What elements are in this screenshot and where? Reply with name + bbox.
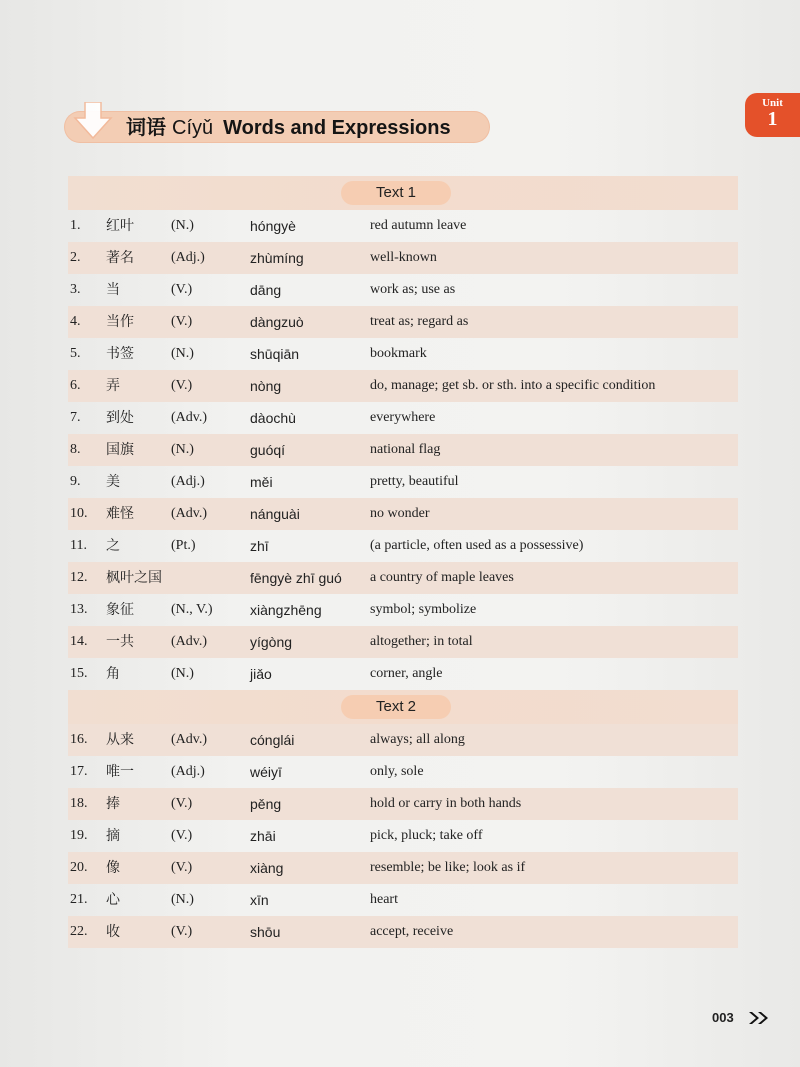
entry-pinyin: jiǎo bbox=[250, 666, 272, 682]
vocabulary-list bbox=[68, 176, 738, 948]
entry-part-of-speech: (V.) bbox=[171, 378, 193, 393]
vocab-row bbox=[68, 658, 738, 690]
entry-pinyin: cónglái bbox=[250, 732, 295, 748]
entry-chinese: 一共 bbox=[106, 634, 134, 650]
entry-english: heart bbox=[370, 892, 398, 907]
entry-number: 12. bbox=[70, 570, 88, 585]
entry-chinese: 红叶 bbox=[106, 218, 134, 234]
vocab-row bbox=[68, 402, 738, 434]
entry-pinyin: fēngyè zhī guó bbox=[250, 570, 342, 586]
entry-number: 5. bbox=[70, 346, 81, 361]
entry-pinyin: zhī bbox=[250, 538, 269, 554]
entry-number: 18. bbox=[70, 796, 88, 811]
section-header bbox=[68, 690, 738, 724]
entry-english: corner, angle bbox=[370, 666, 443, 681]
entry-number: 1. bbox=[70, 218, 81, 233]
vocab-row bbox=[68, 466, 738, 498]
vocab-row bbox=[68, 916, 738, 948]
entry-chinese: 难怪 bbox=[106, 506, 134, 522]
entry-english: (a particle, often used as a possessive) bbox=[370, 538, 584, 553]
vocab-row bbox=[68, 884, 738, 916]
entry-chinese: 摘 bbox=[106, 828, 120, 844]
entry-english: national flag bbox=[370, 442, 441, 457]
entry-english: no wonder bbox=[370, 506, 430, 521]
vocab-row bbox=[68, 338, 738, 370]
entry-number: 20. bbox=[70, 860, 88, 875]
vocab-row bbox=[68, 756, 738, 788]
entry-chinese: 国旗 bbox=[106, 442, 134, 458]
entry-english: do, manage; get sb. or sth. into a specific condition bbox=[370, 378, 656, 393]
entry-english: bookmark bbox=[370, 346, 427, 361]
entry-pinyin: yígòng bbox=[250, 634, 293, 650]
entry-number: 11. bbox=[70, 538, 87, 553]
entry-number: 10. bbox=[70, 506, 88, 521]
entry-part-of-speech: (N.) bbox=[171, 892, 194, 907]
unit-tab-number: 1 bbox=[767, 108, 778, 130]
unit-tab[interactable] bbox=[745, 93, 800, 137]
double-chevron-right-icon[interactable] bbox=[748, 1011, 770, 1025]
entry-english: altogether; in total bbox=[370, 634, 473, 649]
entry-part-of-speech: (V.) bbox=[171, 314, 193, 329]
entry-pinyin: wéiyī bbox=[250, 764, 282, 780]
entry-pinyin: xiàngzhēng bbox=[250, 602, 322, 618]
entry-part-of-speech: (N.) bbox=[171, 346, 194, 361]
entry-pinyin: zhùmíng bbox=[250, 250, 304, 266]
entry-number: 22. bbox=[70, 924, 88, 939]
entry-part-of-speech: (Adv.) bbox=[171, 732, 208, 747]
entry-number: 7. bbox=[70, 410, 81, 425]
entry-chinese: 角 bbox=[106, 666, 120, 682]
entry-chinese: 当 bbox=[106, 282, 120, 298]
entry-pinyin: xīn bbox=[250, 892, 269, 908]
entry-pinyin: pěng bbox=[250, 796, 282, 812]
section-title-pinyin: Cíyǔ bbox=[172, 117, 214, 139]
entry-pinyin: nánguài bbox=[250, 506, 300, 522]
entry-pinyin: xiàng bbox=[250, 860, 284, 876]
entry-chinese: 美 bbox=[106, 474, 120, 490]
vocab-row bbox=[68, 820, 738, 852]
entry-number: 9. bbox=[70, 474, 81, 489]
entry-english: pretty, beautiful bbox=[370, 474, 459, 489]
section-heading-label: Text 1 bbox=[341, 181, 451, 205]
entry-english: only, sole bbox=[370, 764, 424, 779]
entry-number: 13. bbox=[70, 602, 88, 617]
entry-chinese: 从来 bbox=[106, 732, 134, 748]
entry-chinese: 像 bbox=[106, 860, 120, 876]
vocab-row bbox=[68, 306, 738, 338]
entry-english: red autumn leave bbox=[370, 218, 467, 233]
entry-english: well-known bbox=[370, 250, 437, 265]
page-number: 003 bbox=[712, 1010, 734, 1025]
vocab-row bbox=[68, 594, 738, 626]
entry-english: resemble; be like; look as if bbox=[370, 860, 526, 875]
entry-chinese: 象征 bbox=[106, 602, 134, 618]
vocab-row bbox=[68, 562, 738, 594]
entry-english: pick, pluck; take off bbox=[370, 828, 483, 843]
entry-chinese: 捧 bbox=[106, 796, 120, 812]
section-title bbox=[126, 113, 451, 141]
entry-number: 8. bbox=[70, 442, 81, 457]
entry-english: treat as; regard as bbox=[370, 314, 469, 329]
entry-number: 2. bbox=[70, 250, 81, 265]
entry-chinese: 收 bbox=[106, 924, 120, 940]
entry-part-of-speech: (N.) bbox=[171, 666, 194, 681]
entry-number: 4. bbox=[70, 314, 81, 329]
entry-pinyin: nòng bbox=[250, 378, 282, 394]
entry-pinyin: dāng bbox=[250, 282, 282, 298]
entry-part-of-speech: (Adj.) bbox=[171, 764, 205, 779]
entry-number: 17. bbox=[70, 764, 88, 779]
entry-part-of-speech: (Adv.) bbox=[171, 506, 208, 521]
entry-english: hold or carry in both hands bbox=[370, 796, 522, 811]
entry-part-of-speech: (Adv.) bbox=[171, 634, 208, 649]
entry-chinese: 枫叶之国 bbox=[106, 570, 162, 586]
entry-number: 16. bbox=[70, 732, 88, 747]
vocab-row bbox=[68, 434, 738, 466]
entry-pinyin: dàngzuò bbox=[250, 314, 304, 330]
entry-number: 19. bbox=[70, 828, 88, 843]
section-title-chinese: 词语 bbox=[126, 115, 166, 139]
entry-chinese: 心 bbox=[106, 892, 120, 908]
entry-english: always; all along bbox=[370, 732, 465, 747]
down-arrow-icon bbox=[73, 102, 113, 140]
entry-part-of-speech: (V.) bbox=[171, 860, 193, 875]
entry-part-of-speech: (N.) bbox=[171, 442, 194, 457]
vocab-row bbox=[68, 626, 738, 658]
vocab-row bbox=[68, 274, 738, 306]
entry-part-of-speech: (V.) bbox=[171, 282, 193, 297]
entry-number: 6. bbox=[70, 378, 81, 393]
entry-chinese: 到处 bbox=[106, 410, 134, 426]
entry-pinyin: hóngyè bbox=[250, 218, 296, 234]
entry-english: a country of maple leaves bbox=[370, 570, 514, 585]
entry-pinyin: shūqiān bbox=[250, 346, 300, 362]
entry-part-of-speech: (Adj.) bbox=[171, 474, 205, 489]
entry-pinyin: dàochù bbox=[250, 410, 296, 426]
vocab-row bbox=[68, 788, 738, 820]
entry-pinyin: měi bbox=[250, 474, 273, 490]
entry-chinese: 唯一 bbox=[106, 764, 134, 780]
section-title-english: Words and Expressions bbox=[223, 117, 451, 139]
entry-chinese: 之 bbox=[106, 538, 120, 554]
vocab-row bbox=[68, 370, 738, 402]
vocab-row bbox=[68, 242, 738, 274]
entry-part-of-speech: (V.) bbox=[171, 924, 193, 939]
vocab-row bbox=[68, 210, 738, 242]
entry-part-of-speech: (N., V.) bbox=[171, 602, 213, 617]
entry-chinese: 著名 bbox=[106, 250, 134, 266]
unit-tab-label: Unit bbox=[762, 97, 783, 109]
entry-number: 3. bbox=[70, 282, 81, 297]
entry-english: everywhere bbox=[370, 410, 436, 425]
vocab-row bbox=[68, 530, 738, 562]
entry-part-of-speech: (Pt.) bbox=[171, 538, 196, 553]
section-header bbox=[68, 176, 738, 210]
entry-chinese: 弄 bbox=[106, 378, 120, 394]
entry-part-of-speech: (N.) bbox=[171, 218, 194, 233]
entry-chinese: 书签 bbox=[106, 346, 134, 362]
entry-part-of-speech: (V.) bbox=[171, 828, 193, 843]
entry-pinyin: guóqí bbox=[250, 442, 286, 458]
entry-chinese: 当作 bbox=[106, 314, 134, 330]
entry-english: symbol; symbolize bbox=[370, 602, 477, 617]
entry-part-of-speech: (Adv.) bbox=[171, 410, 208, 425]
vocab-row bbox=[68, 498, 738, 530]
entry-english: work as; use as bbox=[370, 282, 456, 297]
entry-english: accept, receive bbox=[370, 924, 454, 939]
entry-part-of-speech: (Adj.) bbox=[171, 250, 205, 265]
entry-number: 15. bbox=[70, 666, 88, 681]
section-heading-label: Text 2 bbox=[341, 695, 451, 719]
entry-number: 21. bbox=[70, 892, 88, 907]
entry-pinyin: shōu bbox=[250, 924, 281, 940]
entry-number: 14. bbox=[70, 634, 88, 649]
vocab-row bbox=[68, 724, 738, 756]
vocab-row bbox=[68, 852, 738, 884]
entry-pinyin: zhāi bbox=[250, 828, 276, 844]
entry-part-of-speech: (V.) bbox=[171, 796, 193, 811]
